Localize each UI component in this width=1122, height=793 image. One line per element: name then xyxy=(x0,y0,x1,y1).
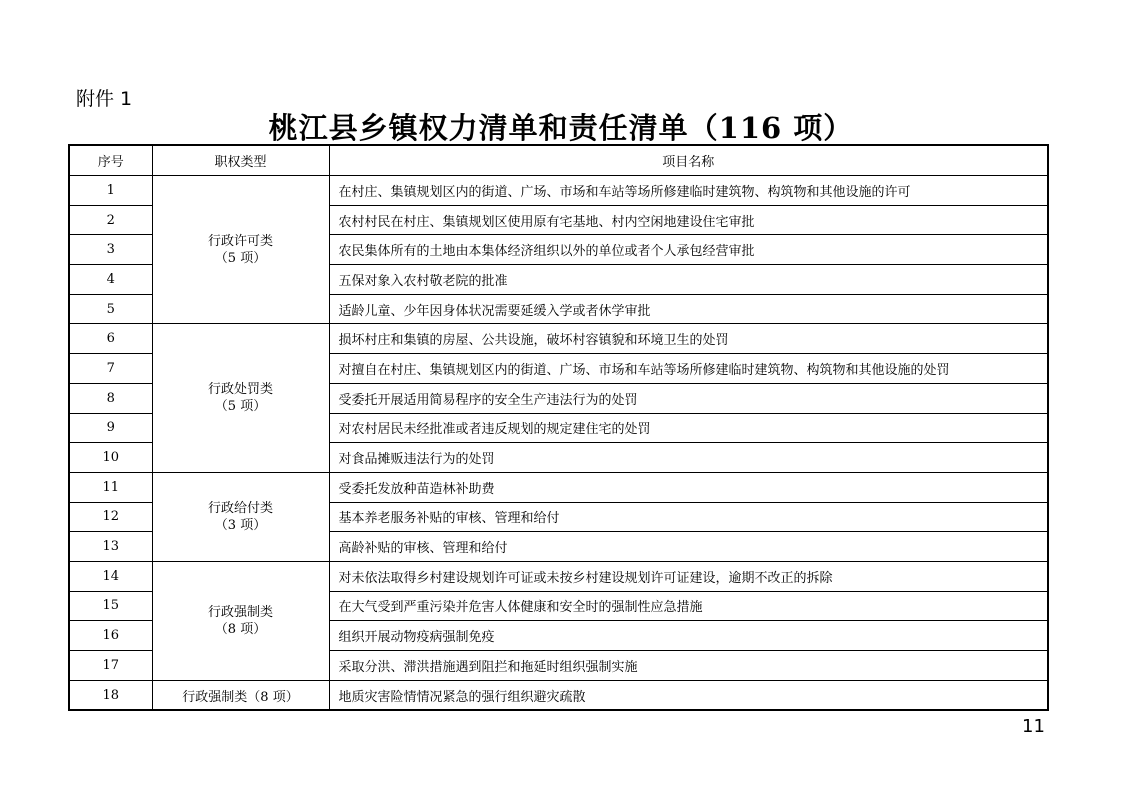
table-row xyxy=(69,472,1048,502)
table-row xyxy=(69,561,1048,591)
row-name: 农民集体所有的土地由本集体经济组织以外的单位或者个人承包经营审批 xyxy=(329,235,1048,265)
row-name: 对农村居民未经批准或者违反规划的规定建住宅的处罚 xyxy=(329,413,1048,443)
row-name: 在村庄、集镇规划区内的街道、广场、市场和车站等场所修建临时建筑物、构筑物和其他设施的许可 xyxy=(329,176,1048,206)
header-seq: 序号 xyxy=(69,145,152,176)
row-seq: 8 xyxy=(69,383,152,413)
row-seq: 17 xyxy=(69,651,152,681)
category-cell xyxy=(152,324,329,472)
category-count: （8 项） xyxy=(214,621,267,637)
row-name: 采取分洪、滞洪措施遇到阻拦和拖延时组织强制实施 xyxy=(329,651,1048,681)
row-seq: 16 xyxy=(69,621,152,651)
row-seq: 13 xyxy=(69,532,152,562)
row-seq: 4 xyxy=(69,265,152,295)
power-responsibility-table xyxy=(68,144,1049,711)
header-name: 项目名称 xyxy=(329,145,1048,176)
attachment-label: 附件 1 xyxy=(76,88,133,110)
row-seq: 12 xyxy=(69,502,152,532)
row-name: 五保对象入农村敬老院的批准 xyxy=(329,265,1048,295)
row-name: 基本养老服务补贴的审核、管理和给付 xyxy=(329,502,1048,532)
row-name: 组织开展动物疫病强制免疫 xyxy=(329,621,1048,651)
table-row xyxy=(69,680,1048,710)
row-name: 对擅自在村庄、集镇规划区内的街道、广场、市场和车站等场所修建临时建筑物、构筑物和其他设施的处罚 xyxy=(329,354,1048,384)
category-label: 行政许可类 xyxy=(207,233,273,249)
row-name: 损坏村庄和集镇的房屋、公共设施，破坏村容镇貌和环境卫生的处罚 xyxy=(329,324,1048,354)
category-count: （5 项） xyxy=(214,399,267,415)
row-seq: 3 xyxy=(69,235,152,265)
table-header-row xyxy=(69,145,1048,176)
category-count: （5 项） xyxy=(214,250,267,266)
row-seq: 14 xyxy=(69,561,152,591)
category-cell xyxy=(152,561,329,680)
row-seq: 15 xyxy=(69,591,152,621)
row-name: 地质灾害险情情况紧急的强行组织避灾疏散 xyxy=(329,680,1048,710)
row-seq: 9 xyxy=(69,413,152,443)
row-name: 受委托发放种苗造林补助费 xyxy=(329,472,1048,502)
row-seq: 7 xyxy=(69,354,152,384)
category-cell xyxy=(152,176,329,324)
row-seq: 11 xyxy=(69,472,152,502)
row-name: 在大气受到严重污染并危害人体健康和安全时的强制性应急措施 xyxy=(329,591,1048,621)
row-seq: 1 xyxy=(69,176,152,206)
table-row xyxy=(69,176,1048,206)
category-cell-inline: 行政强制类（8 项） xyxy=(152,680,329,710)
row-seq: 18 xyxy=(69,680,152,710)
row-seq: 10 xyxy=(69,443,152,473)
row-name: 农村村民在村庄、集镇规划区使用原有宅基地、村内空闲地建设住宅审批 xyxy=(329,205,1048,235)
document-title: 桃江县乡镇权力清单和责任清单（116 项） xyxy=(268,111,854,145)
table-row xyxy=(69,324,1048,354)
row-name: 高龄补贴的审核、管理和给付 xyxy=(329,532,1048,562)
category-count: （3 项） xyxy=(214,517,267,533)
category-label: 行政强制类 xyxy=(207,604,273,620)
row-name: 对食品摊贩违法行为的处罚 xyxy=(329,443,1048,473)
row-name: 受委托开展适用简易程序的安全生产违法行为的处罚 xyxy=(329,383,1048,413)
page-number: 11 xyxy=(1022,716,1045,737)
header-type: 职权类型 xyxy=(152,145,329,176)
row-name: 适龄儿童、少年因身体状况需要延缓入学或者休学审批 xyxy=(329,294,1048,324)
row-seq: 2 xyxy=(69,205,152,235)
category-label: 行政给付类 xyxy=(207,500,273,516)
category-cell xyxy=(152,472,329,561)
category-label: 行政处罚类 xyxy=(207,382,273,398)
row-name: 对未依法取得乡村建设规划许可证或未按乡村建设规划许可证建设，逾期不改正的拆除 xyxy=(329,561,1048,591)
row-seq: 6 xyxy=(69,324,152,354)
row-seq: 5 xyxy=(69,294,152,324)
